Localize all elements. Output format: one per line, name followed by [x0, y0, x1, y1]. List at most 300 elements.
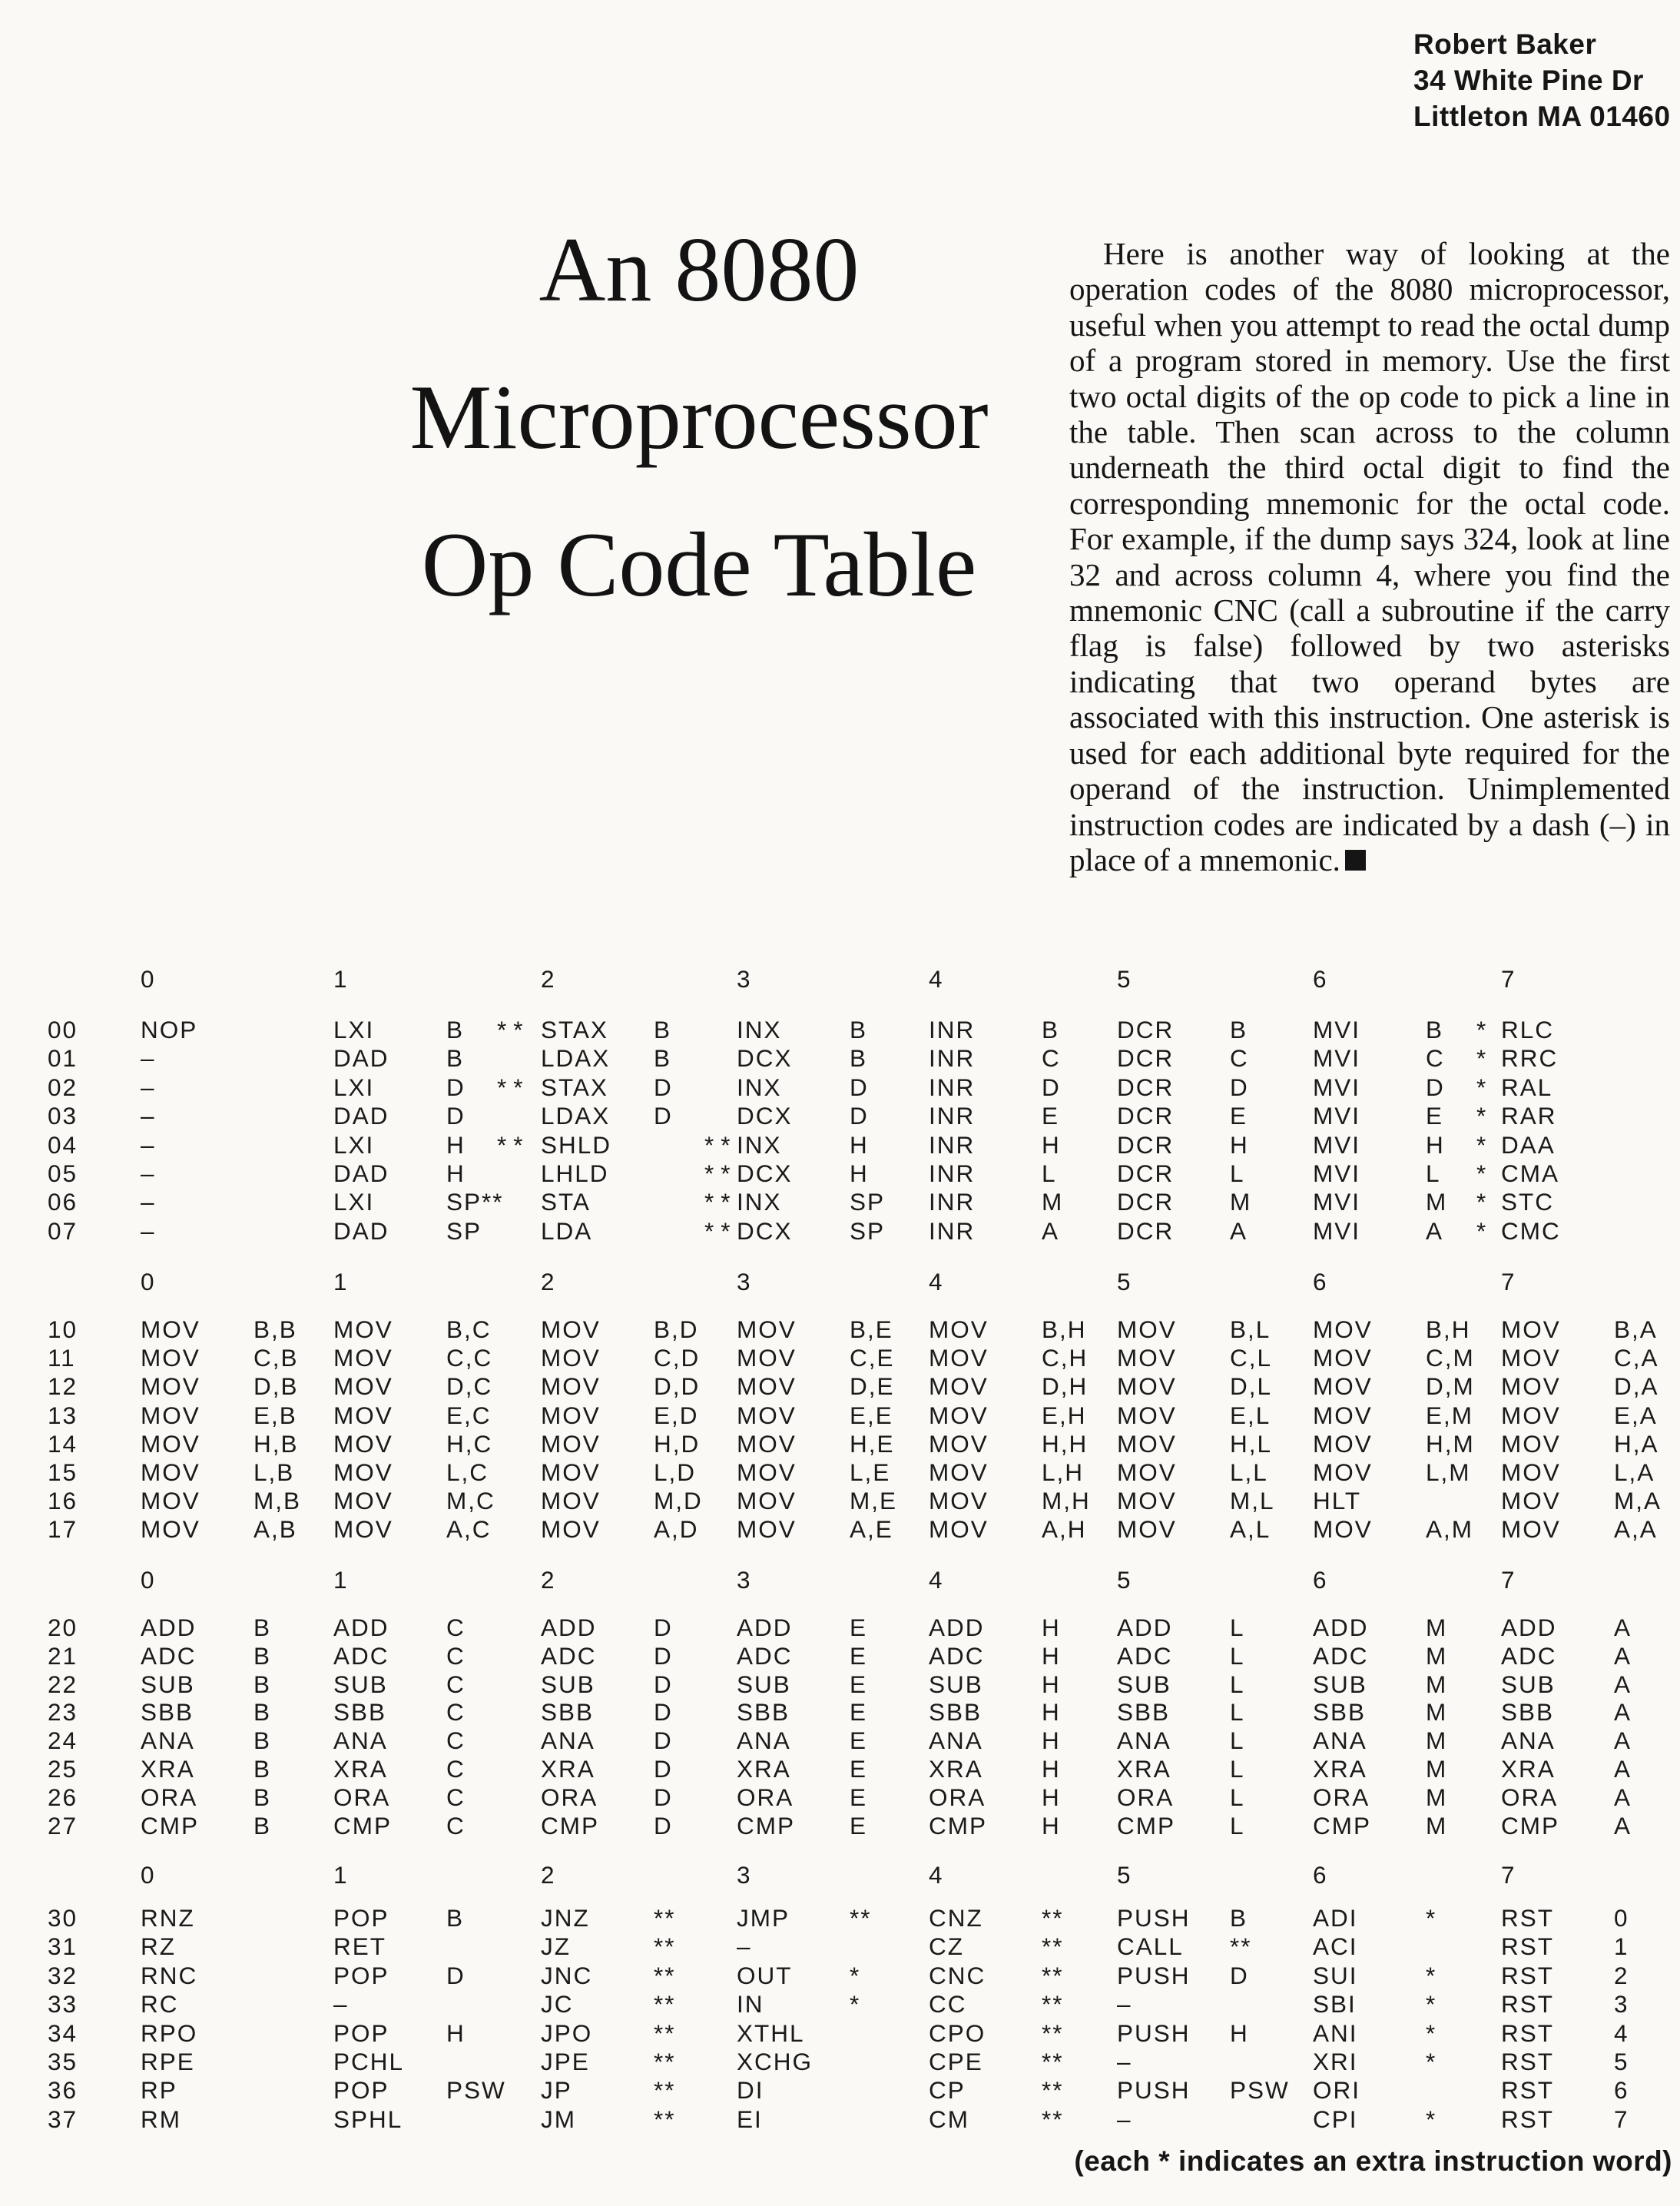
mnemonic: MOV [141, 1429, 200, 1458]
operand: A [1426, 1216, 1444, 1245]
opcode-cell [1117, 1698, 1281, 1727]
opcode-cell [541, 1131, 737, 1159]
opcode-cell [541, 1990, 704, 2019]
opcode-cell [1313, 1430, 1476, 1458]
opcode-cell [1117, 1904, 1281, 1932]
mnemonic: MVI [1313, 1188, 1361, 1216]
row-label: 10 [48, 1315, 78, 1343]
opcode-cell [737, 1990, 900, 2019]
opcode-cell [141, 1487, 304, 1515]
table-row [0, 1402, 1680, 1432]
opcode-cell [333, 1962, 497, 1990]
opcode-cell [141, 1131, 304, 1159]
mnemonic: CMP [737, 1811, 795, 1839]
operand: C [446, 1614, 466, 1641]
mnemonic: MOV [929, 1344, 989, 1372]
opcode-cell [1117, 1188, 1281, 1216]
opcode-cell [1313, 1515, 1476, 1544]
mnemonic: – [1117, 2048, 1132, 2075]
row-label: 11 [48, 1344, 76, 1372]
row-label: 20 [48, 1614, 78, 1641]
opcode-cell [737, 1515, 900, 1544]
opcode-cell [1313, 2019, 1476, 2048]
operand: ** [654, 2076, 676, 2105]
opcode-cell [737, 1217, 900, 1246]
opcode-cell [1501, 1487, 1665, 1515]
opcode-cell [1313, 1642, 1476, 1670]
opcode-cell [1501, 1344, 1665, 1372]
mnemonic: INR [929, 1044, 976, 1073]
mnemonic: MOV [1501, 1401, 1561, 1429]
opcode-cell [1313, 1962, 1476, 1990]
operand: E,L [1230, 1401, 1271, 1429]
mnemonic: DCX [737, 1216, 793, 1245]
mnemonic: JC [541, 1990, 574, 2019]
table-row [0, 1344, 1680, 1375]
opcode-cell [333, 1904, 497, 1932]
mnemonic: MOV [1117, 1372, 1177, 1401]
title-line-2: Microprocessor [409, 366, 989, 468]
star-marker: ** [497, 1016, 530, 1043]
opcode-cell [737, 1159, 900, 1188]
col-header: 3 [737, 1268, 752, 1295]
operand: A [1614, 1783, 1632, 1811]
mnemonic: ORA [929, 1783, 986, 1811]
operand: A [1614, 1755, 1632, 1783]
mnemonic: MOV [1313, 1344, 1373, 1372]
opcode-cell [1117, 1344, 1281, 1372]
opcode-cell [1313, 1932, 1476, 1961]
opcode-cell [141, 1402, 304, 1430]
star-marker: * [1476, 1044, 1493, 1073]
row-label: 31 [48, 1932, 78, 1961]
opcode-cell [737, 1044, 900, 1073]
mnemonic: ACI [1313, 1932, 1358, 1961]
opcode-cell [1117, 1016, 1281, 1044]
mnemonic: XTHL [737, 2019, 805, 2047]
operand: B [253, 1614, 272, 1641]
opcode-cell [737, 1932, 900, 1961]
mnemonic: – [141, 1102, 156, 1130]
operand: ** [654, 2048, 676, 2075]
star-marker: * [1476, 1016, 1493, 1043]
row-label: 36 [48, 2076, 78, 2105]
mnemonic: MOV [141, 1458, 200, 1486]
table-row [0, 1670, 1680, 1701]
col-header: 3 [737, 965, 752, 993]
mnemonic: ANA [929, 1727, 983, 1755]
operand: ** [1042, 1990, 1064, 2019]
mnemonic: MOV [1313, 1315, 1373, 1343]
table-row [0, 2105, 1680, 2136]
mnemonic: MOV [929, 1458, 989, 1486]
opcode-cell [333, 2019, 497, 2048]
col-header: 2 [541, 1566, 556, 1594]
opcode-cell [141, 1044, 304, 1073]
operand: M,L [1230, 1487, 1275, 1515]
col-header: 6 [1313, 1566, 1328, 1594]
mnemonic: MVI [1313, 1130, 1361, 1159]
mnemonic: RST [1501, 2048, 1554, 2075]
operand: L [1230, 1159, 1245, 1187]
mnemonic: MOV [333, 1372, 393, 1401]
operand: E [850, 1727, 868, 1755]
operand: L [1230, 1811, 1245, 1839]
opcode-cell [1501, 1904, 1665, 1932]
opcode-cell [1501, 1372, 1665, 1401]
opcode-cell [541, 1487, 704, 1515]
col-header: 3 [737, 1566, 752, 1594]
opcode-cell [1117, 2019, 1281, 2048]
operand: D [654, 1614, 673, 1641]
mnemonic: MOV [541, 1429, 601, 1458]
mnemonic: DCR [1117, 1159, 1175, 1187]
operand: E,D [654, 1401, 699, 1429]
mnemonic: CMA [1501, 1159, 1559, 1187]
operand: A [1614, 1698, 1632, 1727]
opcode-cell [1501, 1073, 1665, 1102]
table-row [0, 1515, 1680, 1546]
mnemonic: DCR [1117, 1102, 1175, 1130]
operand: M [1426, 1755, 1448, 1783]
opcode-cell [1117, 1102, 1281, 1130]
opcode-cell [737, 1642, 900, 1670]
row-label: 33 [48, 1990, 78, 2019]
mnemonic: MOV [1313, 1458, 1373, 1486]
opcode-cell [1501, 1131, 1665, 1159]
opcode-cell [541, 1962, 704, 1990]
opcode-cell [141, 1372, 304, 1401]
operand: D [654, 1811, 673, 1839]
operand: E [850, 1755, 868, 1783]
operand: ** [654, 1932, 676, 1961]
col-header: 4 [929, 1268, 944, 1295]
opcode-cell [141, 1016, 304, 1044]
opcode-cell [929, 1904, 1092, 1932]
opcode-cell [1313, 1904, 1476, 1932]
mnemonic: CMP [333, 1811, 392, 1839]
opcode-cell [541, 1783, 704, 1812]
opcode-cell [737, 1904, 900, 1932]
opcode-cell [737, 1016, 900, 1044]
mnemonic: MOV [1117, 1458, 1177, 1486]
mnemonic: MOV [541, 1458, 601, 1486]
col-header: 7 [1501, 1268, 1516, 1295]
opcode-cell [737, 2076, 900, 2105]
opcode-cell [333, 1131, 530, 1159]
opcode-cell [141, 1217, 304, 1246]
opcode-cell [1501, 1102, 1665, 1130]
mnemonic: INR [929, 1159, 976, 1187]
operand: L [1230, 1698, 1245, 1727]
mnemonic: STA [541, 1188, 591, 1216]
opcode-cell [1117, 1430, 1281, 1458]
opcode-cell [737, 2048, 900, 2076]
operand: PSW [446, 2076, 506, 2105]
mnemonic: ADC [1501, 1641, 1557, 1670]
opcode-cell [141, 2048, 304, 2076]
operand: A,E [850, 1515, 893, 1544]
operand: E [850, 1783, 868, 1811]
opcode-cell [1313, 1783, 1476, 1812]
table-row [0, 1073, 1680, 1104]
mnemonic: – [141, 1073, 156, 1101]
operand: E [850, 1614, 868, 1641]
operand: H [446, 1159, 466, 1187]
col-header: 7 [1501, 1566, 1516, 1594]
operand: L,M [1426, 1458, 1471, 1486]
opcode-cell [737, 2019, 900, 2048]
mnemonic: MOV [141, 1344, 200, 1372]
star-marker: * [1476, 1102, 1493, 1130]
opcode-cell [333, 1487, 497, 1515]
opcode-cell [1501, 1698, 1665, 1727]
operand: B [1230, 1016, 1248, 1043]
opcode-cell [141, 1727, 304, 1755]
opcode-cell [333, 1727, 497, 1755]
table-row [0, 1755, 1680, 1786]
operand: L,L [1230, 1458, 1268, 1486]
operand: B [1426, 1016, 1444, 1043]
mnemonic: RRC [1501, 1044, 1559, 1073]
row-label: 15 [48, 1458, 78, 1486]
mnemonic: ADD [737, 1614, 793, 1641]
operand: C [446, 1811, 466, 1839]
operand: B,B [253, 1315, 297, 1343]
mnemonic: ADC [141, 1641, 197, 1670]
opcode-cell [929, 1727, 1092, 1755]
mnemonic: SPHL [333, 2105, 403, 2133]
col-header: 0 [141, 1861, 156, 1889]
opcode-cell [541, 1402, 704, 1430]
opcode-cell [333, 1402, 497, 1430]
operand: L,C [446, 1458, 489, 1486]
col-header: 1 [333, 1268, 349, 1295]
opcode-cell [737, 1344, 900, 1372]
mnemonic: INR [929, 1073, 976, 1101]
operand: M [1426, 1614, 1448, 1641]
opcode-cell [1313, 1372, 1476, 1401]
mnemonic: MOV [333, 1315, 393, 1343]
operand: A [1614, 1811, 1632, 1839]
opcode-cell [333, 1755, 497, 1783]
table-row [0, 2076, 1680, 2107]
operand: 5 [1614, 2048, 1629, 2075]
author-city: Littleton MA 01460 [1413, 101, 1671, 132]
mnemonic: ORA [1117, 1783, 1175, 1811]
mnemonic: SBB [929, 1698, 982, 1727]
mnemonic: INR [929, 1102, 976, 1130]
opcode-cell [541, 1755, 704, 1783]
operand: H [1042, 1783, 1061, 1811]
operand: B [253, 1755, 272, 1783]
operand: L,D [654, 1458, 697, 1486]
col-header: 6 [1313, 1268, 1328, 1295]
mnemonic: – [141, 1188, 156, 1216]
col-header: 5 [1117, 1861, 1132, 1889]
operand: H [1042, 1755, 1061, 1783]
table-row [0, 1315, 1680, 1346]
opcode-cell [333, 1044, 497, 1073]
opcode-cell [1501, 1402, 1665, 1430]
table-row [0, 1131, 1680, 1162]
mnemonic: MVI [1313, 1044, 1361, 1073]
table-row [0, 1458, 1680, 1489]
opcode-cell [1501, 1755, 1665, 1783]
opcode-cell [929, 1812, 1092, 1840]
mnemonic: RP [141, 2076, 177, 2105]
operand: B [850, 1044, 868, 1073]
opcode-cell [1501, 1962, 1665, 1990]
table-row [0, 1812, 1680, 1843]
operand: D [1230, 1961, 1249, 1989]
operand: D,H [1042, 1372, 1089, 1401]
mnemonic: RPE [141, 2048, 195, 2075]
mnemonic: LXI [333, 1188, 375, 1216]
mnemonic: MOV [737, 1487, 797, 1515]
opcode-cell [1313, 1073, 1493, 1102]
opcode-cell [1117, 2105, 1281, 2134]
col-header: 3 [737, 1861, 752, 1889]
operand: ** [654, 1961, 676, 1989]
operand: L [1230, 1641, 1245, 1670]
opcode-cell [333, 1372, 497, 1401]
mnemonic: ADD [1501, 1614, 1557, 1641]
operand: L [1426, 1159, 1441, 1187]
col-header: 0 [141, 965, 156, 993]
mnemonic: SUB [1313, 1670, 1367, 1698]
mnemonic: STC [1501, 1188, 1554, 1216]
mnemonic: CMP [1501, 1811, 1559, 1839]
mnemonic: RNC [141, 1961, 198, 1989]
opcode-cell [737, 1487, 900, 1515]
operand: D,L [1230, 1372, 1273, 1401]
opcode-cell [1117, 1159, 1281, 1188]
mnemonic: POP [333, 2076, 389, 2105]
opcode-cell [1117, 1755, 1281, 1783]
opcode-cell [541, 1670, 704, 1699]
operand: H [850, 1130, 869, 1159]
opcode-cell [1117, 1812, 1281, 1840]
operand: * [1426, 1990, 1437, 2019]
opcode-cell [333, 1315, 497, 1344]
mnemonic: DAD [333, 1216, 389, 1245]
opcode-cell [541, 1904, 704, 1932]
operand: M,E [850, 1487, 898, 1515]
operand: M [1426, 1727, 1448, 1755]
opcode-cell [929, 1990, 1092, 2019]
opcode-cell [1313, 1188, 1493, 1216]
operand: L,A [1614, 1458, 1655, 1486]
opcode-cell [1501, 1614, 1665, 1642]
opcode-cell [1117, 1315, 1281, 1344]
mnemonic: MOV [1501, 1429, 1561, 1458]
mnemonic: XRI [1313, 2048, 1358, 2075]
mnemonic: LDAX [541, 1102, 611, 1130]
operand: B [253, 1727, 272, 1755]
opcode-cell [541, 1812, 704, 1840]
operand: B,H [1042, 1315, 1087, 1343]
operand: H,A [1614, 1429, 1659, 1458]
opcode-cell [737, 1755, 900, 1783]
opcode-cell [541, 1159, 737, 1188]
operand: C,H [1042, 1344, 1089, 1372]
operand: E [1042, 1102, 1060, 1130]
operand: * [850, 1990, 861, 2019]
opcode-cell [333, 1812, 497, 1840]
row-label: 27 [48, 1811, 78, 1839]
opcode-cell [1117, 1727, 1281, 1755]
col-header: 1 [333, 965, 349, 993]
opcode-cell [1117, 1073, 1281, 1102]
operand: ** [1042, 2048, 1064, 2075]
operand: B [1042, 1016, 1060, 1043]
mnemonic: CMP [141, 1811, 199, 1839]
mnemonic: LDAX [541, 1044, 611, 1073]
mnemonic: MOV [333, 1401, 393, 1429]
opcode-cell [929, 1755, 1092, 1783]
mnemonic: ORA [141, 1783, 198, 1811]
mnemonic: MOV [737, 1429, 797, 1458]
operand: C [446, 1783, 466, 1811]
table-row [0, 1783, 1680, 1814]
opcode-cell [541, 1344, 704, 1372]
mnemonic: CZ [929, 1932, 964, 1961]
operand: E [1230, 1102, 1248, 1130]
col-header-row [0, 1861, 1680, 1892]
opcode-cell [333, 1932, 497, 1961]
operand: B [850, 1016, 868, 1043]
table-row [0, 1016, 1680, 1047]
mnemonic: MOV [541, 1315, 601, 1343]
mnemonic: MOV [929, 1429, 989, 1458]
opcode-cell [737, 1073, 900, 1102]
opcode-cell [1313, 1016, 1493, 1044]
opcode-cell [1313, 2076, 1476, 2105]
operand: H,C [446, 1429, 493, 1458]
mnemonic: RPO [141, 2019, 198, 2047]
operand: H [1042, 1811, 1061, 1839]
row-label: 00 [48, 1016, 78, 1043]
operand: H [1042, 1641, 1061, 1670]
opcode-cell [929, 1430, 1092, 1458]
mnemonic: CM [929, 2105, 969, 2133]
operand: H [1042, 1727, 1061, 1755]
mnemonic: SUB [1501, 1670, 1556, 1698]
opcode-cell [929, 1159, 1092, 1188]
mnemonic: CMP [1313, 1811, 1371, 1839]
mnemonic: INR [929, 1188, 976, 1216]
mnemonic: INX [737, 1016, 782, 1043]
operand: H [1042, 1130, 1061, 1159]
opcode-cell [929, 2076, 1092, 2105]
col-header: 4 [929, 1861, 944, 1889]
opcode-cell [333, 2048, 497, 2076]
col-header-row [0, 1566, 1680, 1597]
table-row [0, 1904, 1680, 1935]
col-header: 7 [1501, 965, 1516, 993]
operand: * [1426, 2048, 1437, 2075]
operand: * [1426, 2105, 1437, 2133]
opcode-cell [1117, 1783, 1281, 1812]
operand: 3 [1614, 1990, 1629, 2019]
star-marker: ** [497, 1073, 530, 1101]
opcode-cell [541, 1315, 704, 1344]
col-header-row [0, 1268, 1680, 1299]
mnemonic: MOV [1501, 1458, 1561, 1486]
operand: D [654, 1783, 673, 1811]
opcode-cell [1313, 1131, 1493, 1159]
